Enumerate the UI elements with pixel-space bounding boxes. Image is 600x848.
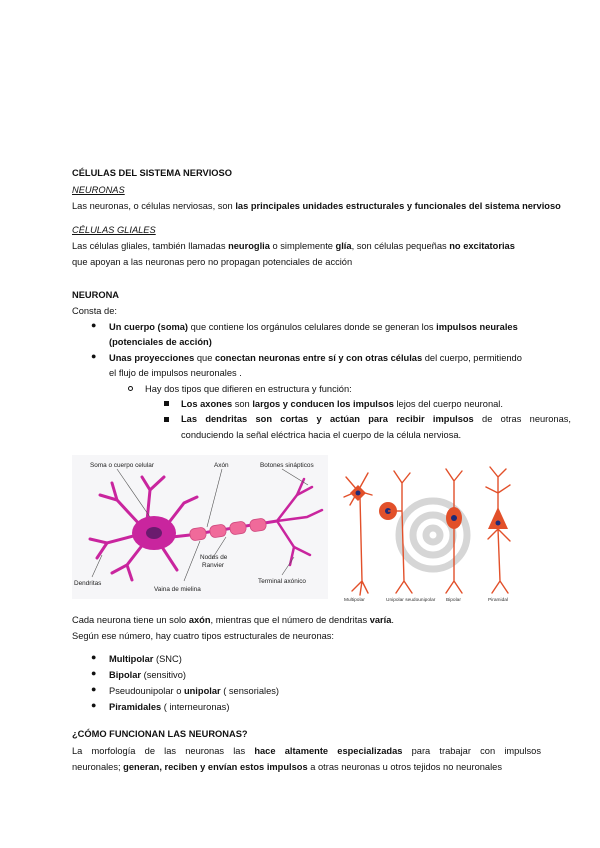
dendritas-line-2: conduciendo la señal eléctrica hacia el cuerpo de la célula nerviosa.	[181, 430, 462, 440]
bullet-dot: ●	[91, 652, 97, 662]
text-bold: Bipolar	[109, 670, 142, 680]
text-bold: Multipolar	[109, 654, 154, 664]
text-span: para trabajar con impulsos	[402, 746, 541, 756]
bullet-dot: ●	[91, 351, 97, 361]
text-span: .	[391, 615, 395, 625]
dendritas-line-1	[181, 413, 571, 425]
neuronas-definition	[72, 200, 561, 212]
conteo-line-1	[72, 614, 394, 626]
text-bold: conectan neuronas entre sí y con otras células	[214, 353, 423, 363]
text-bold: Un cuerpo (soma)	[109, 322, 189, 332]
cuerpo-line-2: (potenciales de acción)	[109, 337, 212, 347]
label-nodos-2: Ranvier	[202, 562, 225, 569]
proyecciones-line-1	[109, 352, 522, 364]
neuronas-heading: NEURONAS	[72, 185, 125, 195]
text-bold: largos y conducen los impulsos	[252, 399, 394, 409]
label-multipolar: Multipolar	[344, 598, 365, 603]
text-bold: Unas proyecciones	[109, 353, 195, 363]
text-span: Las células gliales, también llamadas	[72, 241, 229, 251]
text-span: que contiene los orgánulos celulares donde se generan los	[188, 322, 437, 332]
label-axon: Axón	[214, 462, 229, 469]
axones-line	[181, 398, 503, 410]
tipo-bipolar	[109, 669, 186, 681]
label-piramidal: Piramidal	[488, 598, 508, 603]
conteo-line-2: Según ese número, hay cuatro tipos estructurales de neuronas:	[72, 631, 335, 641]
bullet-dot: ●	[91, 320, 97, 330]
text-span: son	[232, 399, 253, 409]
nucleus	[146, 527, 162, 539]
text-bold: axón	[188, 615, 211, 625]
text-span: Las neuronas, o células nerviosas, son	[72, 201, 236, 211]
text-span: Pseudounipolar o	[109, 686, 184, 696]
label-unipolar: Unipolar seudounipolar	[386, 598, 436, 603]
label-terminal: Terminal axónico	[258, 578, 306, 585]
text-bold: Los axones	[181, 399, 233, 409]
label-dendritas: Dendritas	[74, 580, 102, 587]
text-bold: neuroglia	[228, 241, 270, 251]
nucleus	[356, 491, 361, 496]
text-bold: glía	[335, 241, 352, 251]
nucleus	[496, 521, 501, 526]
circle-bullet	[128, 386, 133, 391]
label-bipolar: Bipolar	[446, 598, 461, 603]
text-span: de otras neuronas,	[473, 414, 572, 424]
text-span: o simplemente	[269, 241, 336, 251]
neuron-types-diagram	[338, 463, 528, 603]
text-span: Cada neurona tiene un solo	[72, 615, 189, 625]
label-vaina: Vaina de mielina	[154, 586, 201, 593]
text-span: , mientras que el número de dendritas	[210, 615, 370, 625]
neurona-intro: Consta de:	[72, 306, 117, 316]
text-bold: hace altamente especializadas	[254, 746, 403, 756]
gliales-line-2: que apoyan a las neuronas pero no propagan potenciales de acción	[72, 257, 353, 267]
tipo-multipolar	[109, 653, 182, 665]
text-span: (SNC)	[153, 654, 182, 664]
bullet-dot: ●	[91, 700, 97, 710]
text-bold: Piramidales	[109, 702, 162, 712]
gliales-line-1	[72, 240, 515, 252]
bullet-dot: ●	[91, 684, 97, 694]
text-bold: generan, reciben y envían estos impulsos	[123, 762, 308, 772]
square-bullet	[164, 417, 169, 422]
text-span: neuronales;	[72, 762, 124, 772]
nucleus	[451, 515, 457, 521]
text-bold: las principales unidades estructurales y funcionales del sistema nervioso	[235, 201, 561, 211]
text-bold: Las dendritas son cortas y actúan para recibir impulsos	[181, 414, 474, 424]
text-span: del cuerpo, permitiendo	[422, 353, 522, 363]
label-soma: Soma o cuerpo celular	[90, 462, 154, 469]
funcion-heading: ¿CÓMO FUNCIONAN LAS NEURONAS?	[72, 729, 248, 739]
text-span: lejos del cuerpo neuronal.	[393, 399, 503, 409]
cuerpo-line-1	[109, 321, 518, 333]
neuron-anatomy-diagram	[72, 455, 328, 599]
label-nodos-1: Nodos de	[200, 554, 228, 561]
text-bold: no excitatorias	[449, 241, 515, 251]
text-span: que	[194, 353, 215, 363]
bullet-dot: ●	[91, 668, 97, 678]
funcion-line-1	[72, 745, 541, 757]
funcion-line-2	[72, 761, 502, 773]
text-span: ( sensoriales)	[220, 686, 280, 696]
text-bold: impulsos neurales	[436, 322, 518, 332]
square-bullet	[164, 401, 169, 406]
neurona-heading: NEURONA	[72, 290, 120, 300]
tipo-piramidales	[109, 701, 229, 713]
tipos-proyecciones: Hay dos tipos que difieren en estructura y función:	[145, 384, 352, 394]
gliales-heading: CÉLULAS GLIALES	[72, 225, 156, 235]
text-span: (sensitivo)	[141, 670, 186, 680]
text-bold: varía	[369, 615, 392, 625]
tipo-unipolar	[109, 685, 279, 697]
text-span: ( interneuronas)	[161, 702, 230, 712]
text-span: La morfología de las neuronas las	[72, 746, 255, 756]
label-botones: Botones sinápticos	[260, 462, 314, 469]
text-span: a otras neuronas u otros tejidos no neuronales	[307, 762, 502, 772]
text-bold: unipolar	[183, 686, 221, 696]
section-title: CÉLULAS DEL SISTEMA NERVIOSO	[72, 168, 232, 178]
proyecciones-line-2: el flujo de impulsos neuronales .	[109, 368, 242, 378]
text-span: , son células pequeñas	[351, 241, 450, 251]
